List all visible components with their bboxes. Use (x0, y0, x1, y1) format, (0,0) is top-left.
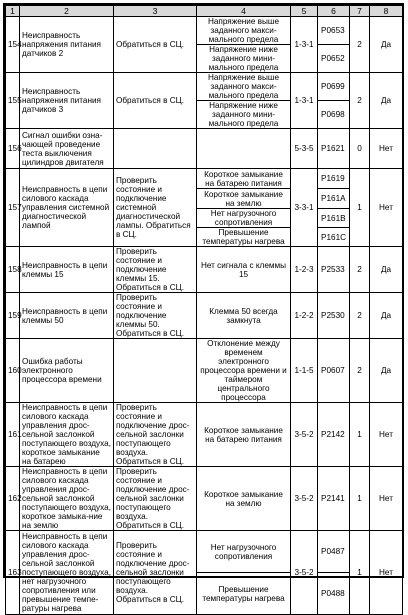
fault-code-table (5, 5, 403, 615)
action (114, 129, 197, 169)
condition: Короткое замыкание на батарею питания (197, 403, 291, 467)
header-cell: 3 (114, 6, 197, 17)
action: Проверить состояние и подключение клеммы 15. Обратиться в СЦ. (114, 247, 197, 293)
action (114, 339, 197, 403)
condition: Клемма 50 всегда замкнута (197, 293, 291, 339)
table-row (6, 17, 403, 45)
col8-value: Да (370, 247, 403, 293)
col8-value: Да (370, 17, 403, 73)
header-cell: 7 (350, 6, 370, 17)
col7-value: 0 (350, 129, 370, 169)
condition (197, 129, 291, 169)
col8-value: Да (370, 339, 403, 403)
header-cell: 4 (197, 6, 291, 17)
p-code: P2530 (318, 293, 350, 339)
fault-description: Неисправность напряжения питания датчиков 3 (20, 73, 114, 129)
header-cell: 1 (6, 6, 20, 17)
condition: Нет сигнала с клеммы 15 (197, 247, 291, 293)
col8-value: Да (370, 73, 403, 129)
fault-description: Неисправность в цепи силового каскада управления системной диагностической лампой (20, 169, 114, 247)
row-number: 156 (6, 129, 20, 169)
blink-code: 1-3-1 (291, 17, 318, 73)
blink-code: 3-3-1 (291, 169, 318, 247)
action: Проверить состояние и подключение дрос-сельной заслонки поступающего воздуха. Обратиться в СЦ. (114, 403, 197, 467)
col8-value: Нет (370, 169, 403, 247)
fault-description: Сигнал ошибки озна-чающей проведение теста выключения цилиндров двигателя (20, 129, 114, 169)
row-number: 160 (6, 339, 20, 403)
fault-description: Неисправность в цепи силового каскада управления дрос-сельной заслонкой поступающего воздуха, короткое замыка-ние на землю (20, 467, 114, 531)
col8-value: Нет (370, 467, 403, 531)
fault-description: Неисправность в цепи клеммы 50 (20, 293, 114, 339)
col8-value: Нет (370, 403, 403, 467)
p-code: P1619 (318, 169, 350, 189)
blink-code: 1-2-3 (291, 247, 318, 293)
header-cell: 5 (291, 6, 318, 17)
table-row (6, 169, 403, 189)
row-number: 163 (6, 531, 20, 615)
table-row (6, 467, 403, 531)
fault-description: Неисправность напряжения питания датчиков 2 (20, 17, 114, 73)
header-cell: 2 (20, 6, 114, 17)
col8-value: Нет (370, 129, 403, 169)
fault-description: Неисправность в цепи силового каскада управления дрос-сельной заслонкой поступающего воздуха, нет нагрузочного сопротивления или превышение темпе-ратуры нагрева (20, 531, 114, 615)
condition: Короткое замыкание на землю (197, 189, 291, 209)
p-code: P0652 (318, 45, 350, 73)
blink-code: 3-5-2 (291, 467, 318, 531)
col7-value: 1 (350, 531, 370, 615)
blink-code: 3-5-2 (291, 403, 318, 467)
row-number: 158 (6, 247, 20, 293)
table-row (6, 73, 403, 101)
row-number: 162 (6, 467, 20, 531)
p-code: P161B (318, 209, 350, 228)
action: Обратиться в СЦ. (114, 73, 197, 129)
col7-value: 1 (350, 467, 370, 531)
blink-code: 1-3-1 (291, 73, 318, 129)
fault-description: Ошибка работы электронного процессора времени (20, 339, 114, 403)
header-cell: 8 (370, 6, 403, 17)
p-code: P1621 (318, 129, 350, 169)
header-row (6, 6, 403, 17)
col8-value: Нет (370, 531, 403, 615)
row-number: 157 (6, 169, 20, 247)
p-code: P2533 (318, 247, 350, 293)
blink-code: 5-3-5 (291, 129, 318, 169)
col8-value: Да (370, 293, 403, 339)
condition: Напряжение выше заданного макси-мального предела (197, 73, 291, 101)
row-number: 161 (6, 403, 20, 467)
condition: Превышение температуры нагрева (197, 573, 291, 615)
p-code: P0607 (318, 339, 350, 403)
condition: Превышение температуры нагрева (197, 228, 291, 247)
p-code: P0488 (318, 573, 350, 615)
p-code: P0487 (318, 531, 350, 573)
col7-value: 2 (350, 73, 370, 129)
action: Обратиться в СЦ. (114, 17, 197, 73)
row-number: 154 (6, 17, 20, 73)
table-row (6, 247, 403, 293)
condition: Напряжение выше заданного макси-мального предела (197, 17, 291, 45)
p-code: P161C (318, 228, 350, 247)
blink-code: 3-5-2 (291, 531, 318, 615)
col7-value: 1 (350, 403, 370, 467)
condition: Напряжение ниже заданного мини-мального предела (197, 45, 291, 73)
condition: Напряжение ниже заданного мини-мального предела (197, 101, 291, 129)
table-row (6, 531, 403, 573)
header-cell: 6 (318, 6, 350, 17)
table-row (6, 129, 403, 169)
p-code: P2141 (318, 467, 350, 531)
fault-description: Неисправность в цепи силового каскада управления дрос-сельной заслонкой поступающего воздуха, короткое замыкание на батарею (20, 403, 114, 467)
col7-value: 2 (350, 293, 370, 339)
table-row (6, 403, 403, 467)
action: Проверить состояние и подключение клеммы 50. Обратиться в СЦ. (114, 293, 197, 339)
p-code: P0653 (318, 17, 350, 45)
condition: Короткое замыкание на батарею питания (197, 169, 291, 189)
table-row (6, 339, 403, 403)
table-row (6, 293, 403, 339)
row-number: 155 (6, 73, 20, 129)
blink-code: 1-2-2 (291, 293, 318, 339)
condition: Отклонение между временем электронного процессора времени и таймером центрального процессора (197, 339, 291, 403)
col7-value: 2 (350, 247, 370, 293)
action: Проверить состояние и подключение системной диагностической лампы. Обратиться в СЦ. (114, 169, 197, 247)
p-code: P161A (318, 189, 350, 209)
col7-value: 2 (350, 17, 370, 73)
fault-description: Неисправность в цепи клеммы 15 (20, 247, 114, 293)
col7-value: 1 (350, 169, 370, 247)
p-code: P0699 (318, 73, 350, 101)
condition: Нет нагрузочного сопротивления (197, 209, 291, 228)
condition: Нет нагрузочного сопротивления (197, 531, 291, 573)
col7-value: 2 (350, 339, 370, 403)
action: Проверить состояние и подключение дрос-сельной заслонки поступающего воздуха. Обратиться в СЦ. (114, 531, 197, 615)
p-code: P0698 (318, 101, 350, 129)
p-code: P2142 (318, 403, 350, 467)
row-number: 159 (6, 293, 20, 339)
action: Проверить состояние и подключение дрос-сельной заслонки поступающего воздуха. Обратиться в СЦ. (114, 467, 197, 531)
blink-code: 1-1-5 (291, 339, 318, 403)
condition: Короткое замыкание на землю (197, 467, 291, 531)
